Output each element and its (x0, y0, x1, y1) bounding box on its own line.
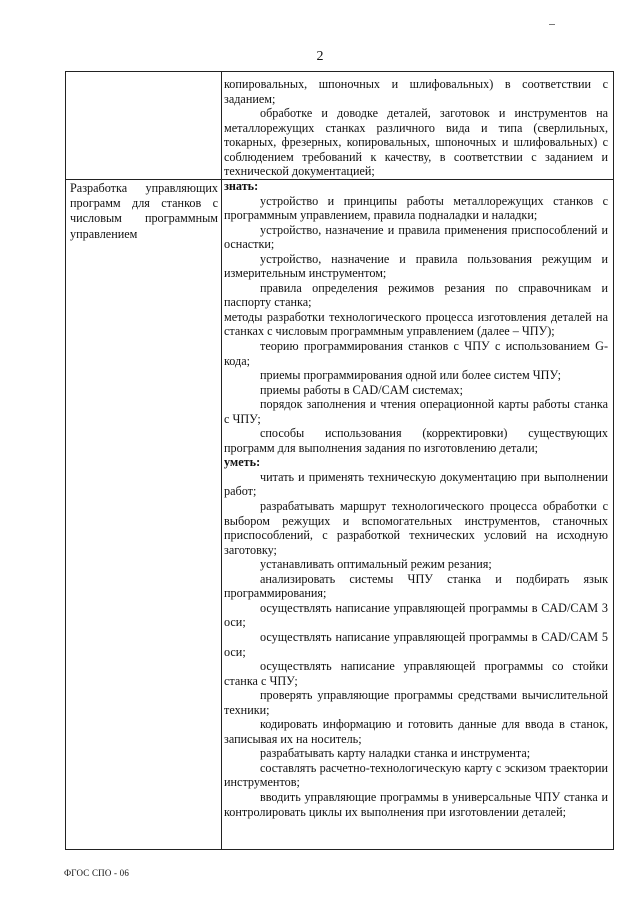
list-item: устройство, назначение и правила пользования режущим и измерительным инструментом; (224, 251, 608, 281)
scan-mark (549, 24, 555, 25)
list-item: разрабатывать карту наладки станка и инструмента; (260, 746, 531, 761)
list-item: устройство, назначение и правила применения приспособлений и оснастки; (224, 222, 608, 252)
list-item: способы использования (корректировки) существующих программ для выполнения задания по изготовлению детали; (224, 426, 608, 455)
row1-line-0: копировальных, шпоночных и шлифовальных) в соответствии с заданием; (224, 77, 608, 106)
list-item: осуществлять написание управляющей программы со стойки станка с ЧПУ; (224, 659, 608, 688)
competency-title: Разработка управляющих программ для станков с числовым программным управлением (70, 181, 218, 241)
list-item: читать и применять техническую документацию при выполнении работ; (224, 469, 608, 499)
list-item: проверять управляющие программы средствами вычислительной техники; (224, 688, 608, 717)
can-label: уметь: (224, 455, 261, 470)
row1-line-1: обработке и доводке деталей, заготовок и инструментов на металлорежущих станках различного вида и типа (сверлильных, токарных, фрезерных, копировальных, шпоночных и шлифовальных) с соблюдением требований к качеству, в соответствии с заданием и технической документацией; (224, 106, 608, 179)
column-divider (221, 72, 222, 849)
list-item: приемы работы в CAD/CAM системах; (260, 382, 464, 397)
know-label: знать: (224, 179, 259, 193)
list-item: вводить управляющие программы в универсальные ЧПУ станка и контролировать циклы их выполнения при изготовлении деталей; (224, 789, 608, 819)
competency-table (65, 71, 614, 850)
list-item: анализировать системы ЧПУ станка и подбирать язык программирования; (224, 571, 608, 601)
list-item: устанавливать оптимальный режим резания; (260, 557, 492, 572)
can-list (224, 470, 608, 819)
know-list (224, 194, 608, 456)
page-number: 2 (316, 49, 324, 64)
list-item: составлять расчетно-технологическую карту с эскизом траектории инструментов; (224, 760, 608, 790)
requirements-column (224, 72, 608, 819)
list-item: методы разработки технологического процесса изготовления деталей на станках с числовым программным управлением (далее – ЧПУ); (224, 309, 608, 339)
list-item: приемы программирования одной или более систем ЧПУ; (260, 368, 562, 383)
list-item: осуществлять написание управляющей программы в CAD/CAM 3 оси; (224, 600, 608, 630)
list-item: кодировать информацию и готовить данные для ввода в станок, записывая их на носитель; (224, 717, 608, 746)
list-item: устройство и принципы работы металлорежущих станков с программным управлением, правила подналадки и наладки; (224, 193, 608, 223)
list-item: правила определения режимов резания по справочникам и паспорту станка; (224, 280, 608, 310)
row1-content (224, 72, 608, 179)
list-item: порядок заполнения и чтения операционной карты работы станка с ЧПУ; (224, 397, 608, 426)
list-item: осуществлять написание управляющей программы в CAD/CAM 5 оси; (224, 629, 608, 659)
footer-standard: ФГОС СПО - 06 (64, 868, 130, 878)
list-item: теорию программирования станков с ЧПУ с использованием G-кода; (224, 339, 608, 368)
list-item: разрабатывать маршрут технологического процесса обработки с выбором режущих и вспомогательных инструментов, станочных приспособлений, с разработкой технических условий на исходную заготовку; (224, 499, 608, 557)
row2-content (224, 176, 608, 819)
